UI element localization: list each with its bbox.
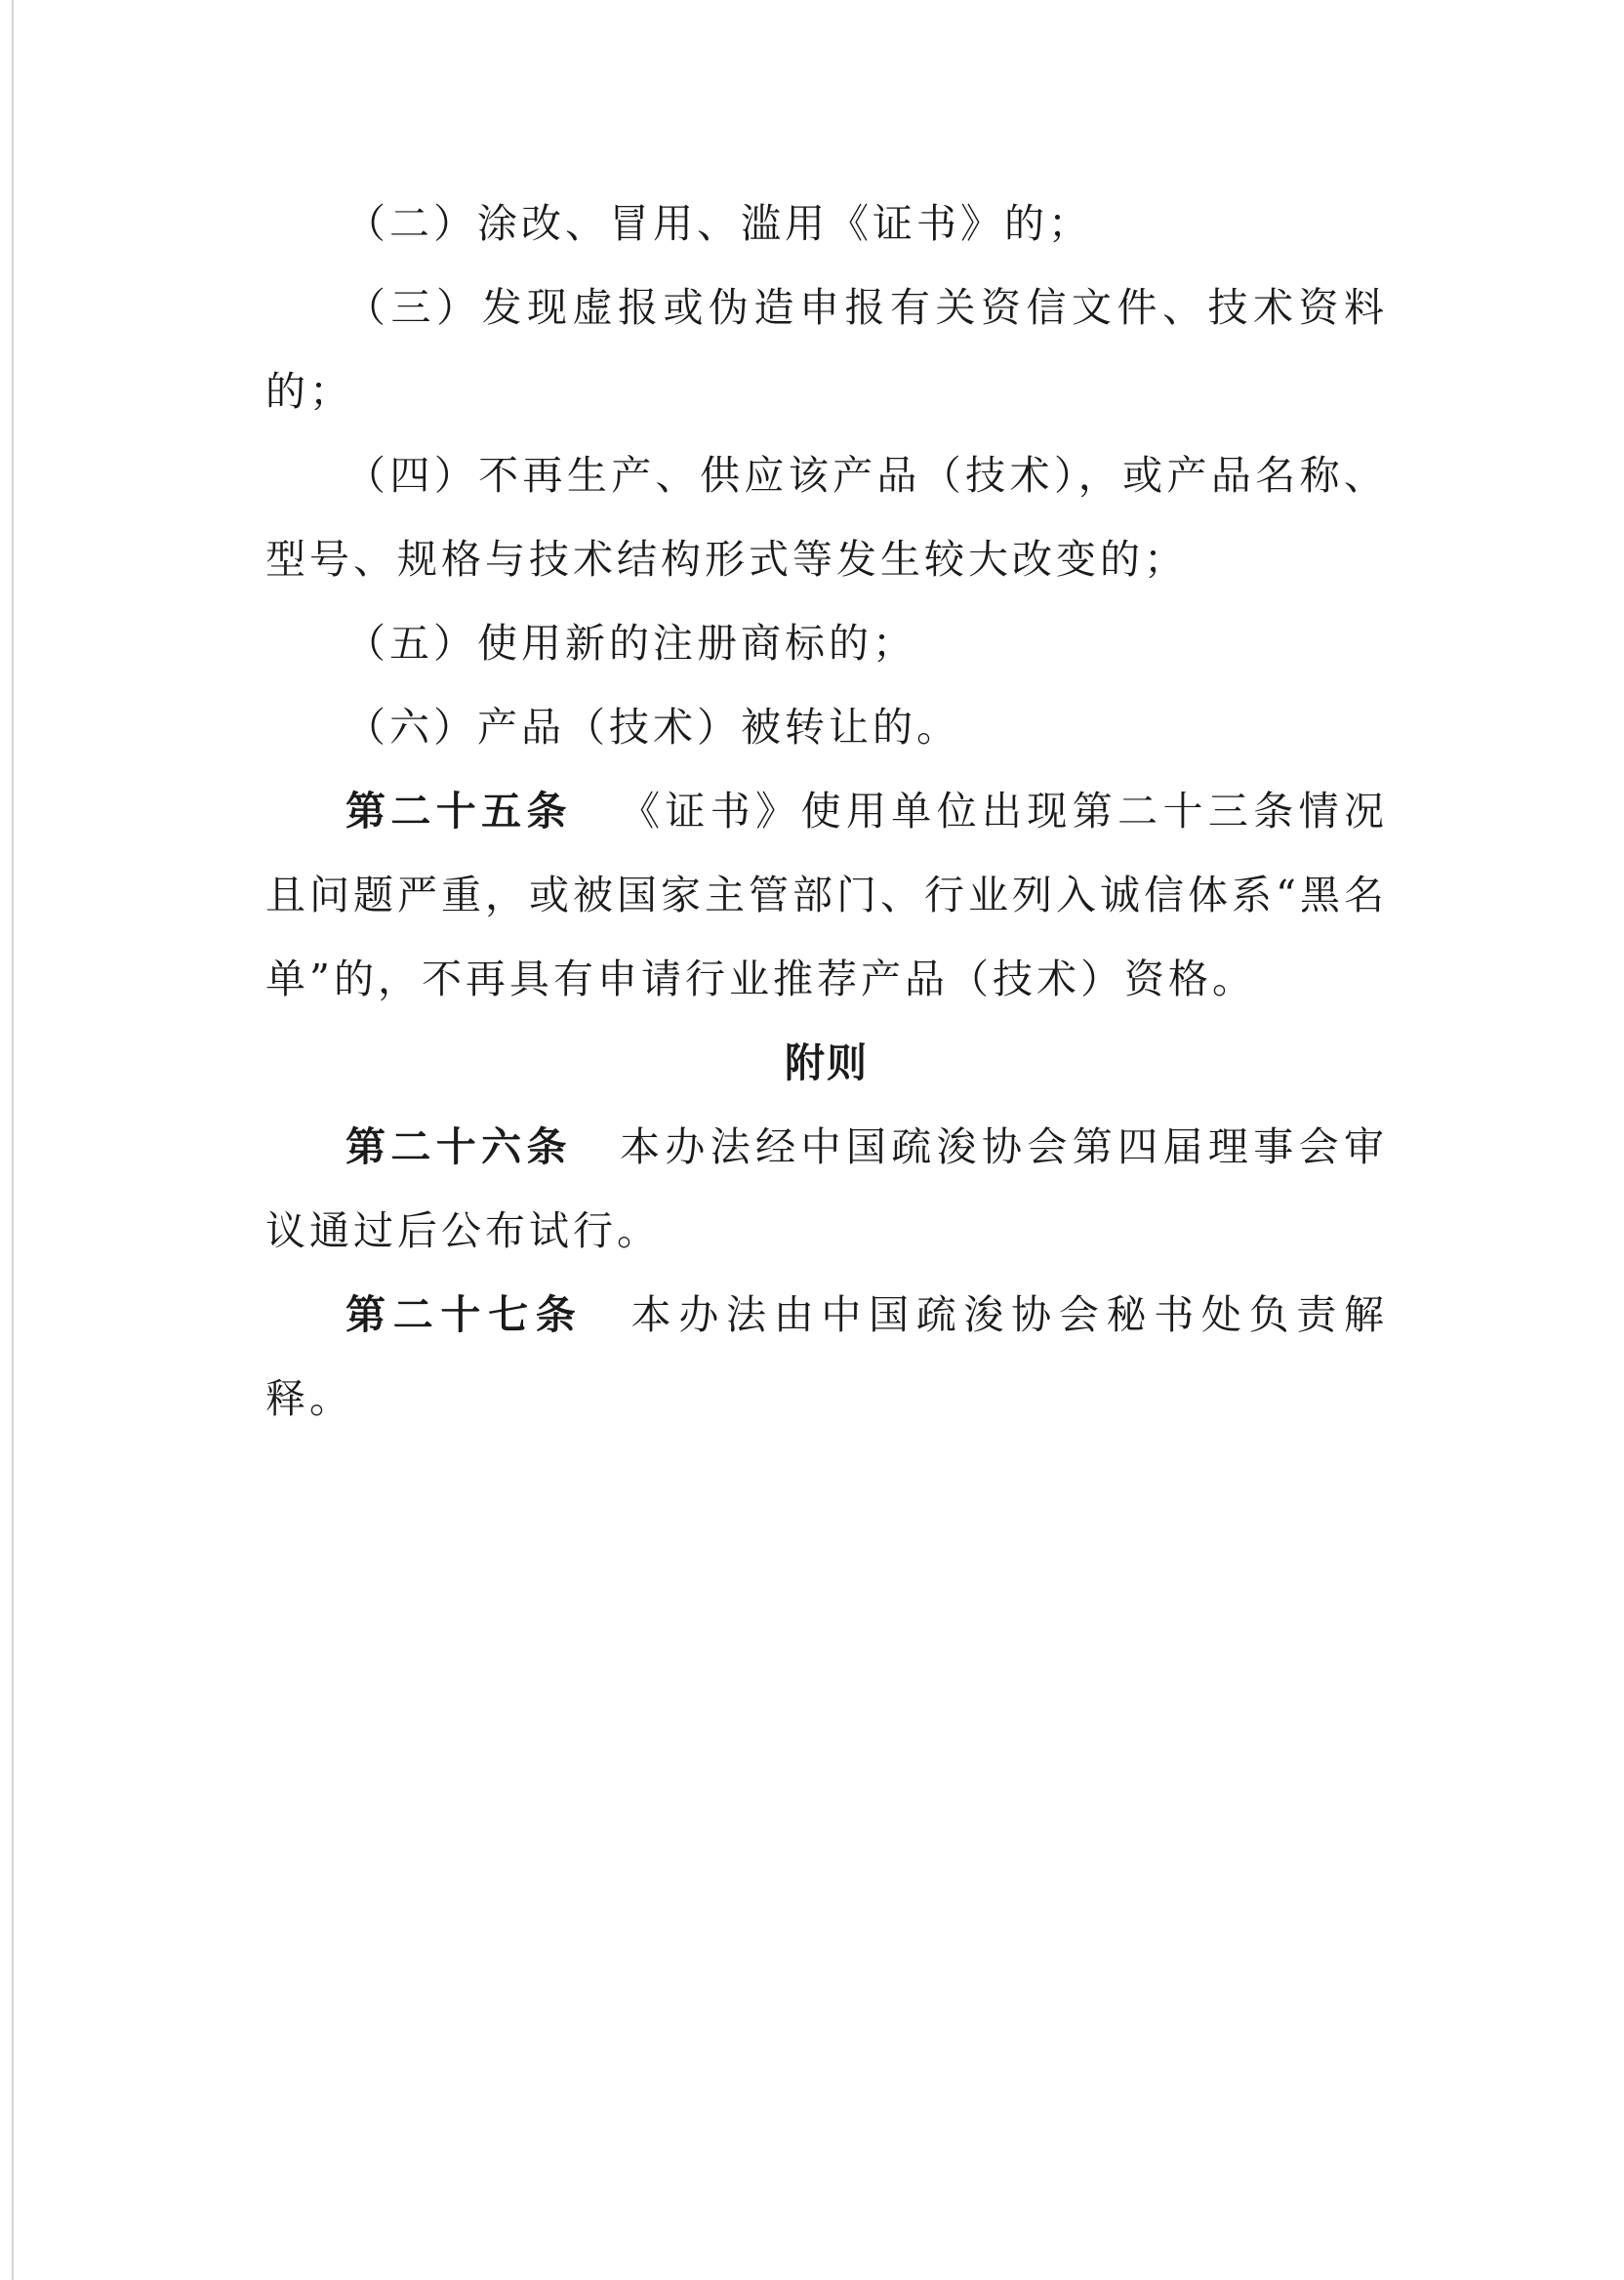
document-body bbox=[265, 182, 1388, 1441]
article-27-text: 本办法由中国疏浚协会秘书处负责解释。 bbox=[265, 1291, 1388, 1422]
article-27-label: 第二十七条 bbox=[345, 1291, 584, 1338]
list-item-6: （六）产品（技术）被转让的。 bbox=[345, 704, 960, 751]
article-25 bbox=[265, 769, 1388, 1021]
article-26-text: 本办法经中国疏浚协会第四届理事会审议通过后公布试行。 bbox=[265, 1123, 1389, 1254]
list-item-5: （五）使用新的注册商标的； bbox=[345, 620, 916, 667]
list-item-4: （四）不再生产、供应该产品（技术），或产品名称、型号、规格与技术结构形式等发生较大改变的； bbox=[265, 452, 1388, 583]
article-26-label: 第二十六条 bbox=[345, 1123, 572, 1170]
list-item-3: （三）发现虚报或伪造申报有关资信文件、技术资料的； bbox=[265, 284, 1388, 415]
article-25-text: 《证书》使用单位出现第二十三条情况且问题严重，或被国家主管部门、行业列入诚信体系“黑名单”的，不再具有申请行业推荐产品（技术）资格。 bbox=[265, 788, 1389, 1002]
list-item-2: （二）涂改、冒用、滥用《证书》的； bbox=[345, 200, 1092, 247]
article-26 bbox=[265, 1105, 1388, 1273]
article-25-label: 第二十五条 bbox=[345, 788, 572, 835]
scan-edge-line bbox=[12, 0, 14, 2280]
section-heading-supplementary: 附则 bbox=[785, 1039, 869, 1086]
article-27 bbox=[265, 1273, 1388, 1441]
